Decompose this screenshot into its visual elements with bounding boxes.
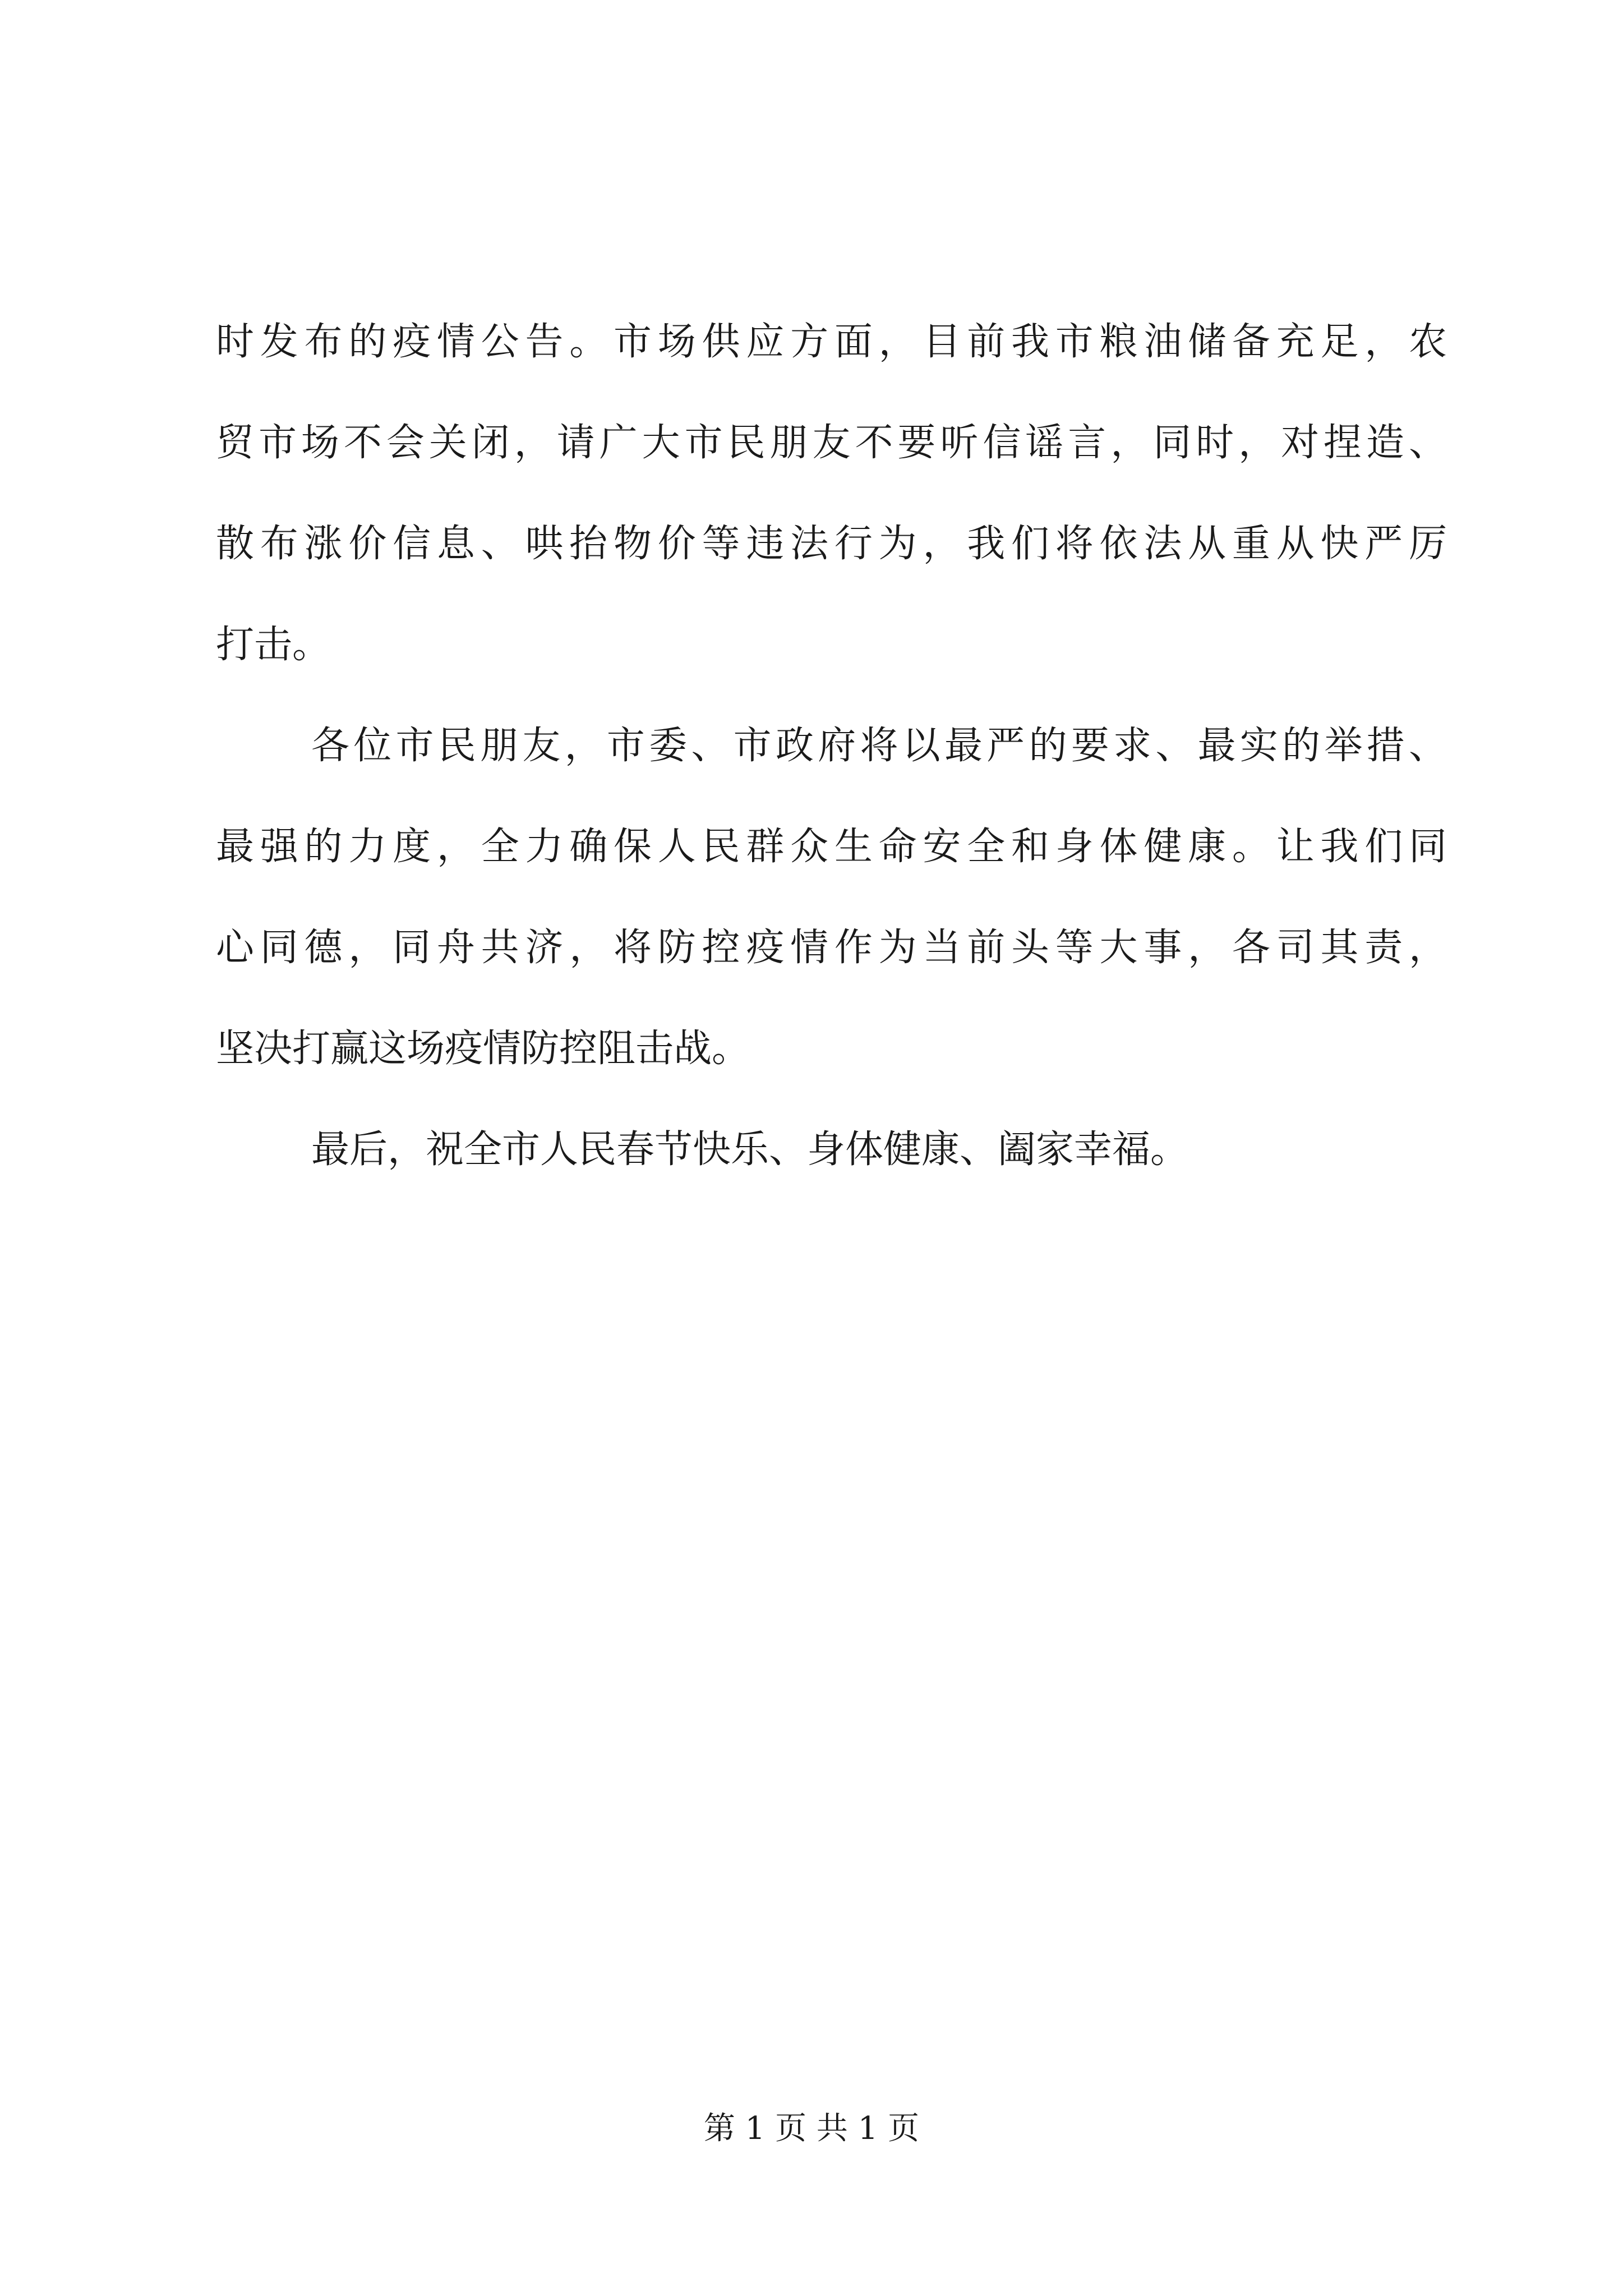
page-footer: 第 1 页 共 1 页 bbox=[703, 2110, 920, 2147]
text-line: 时发布的疫情公告。市场供应方面，目前我市粮油储备充足，农 bbox=[216, 320, 1447, 364]
text-line: 坚决打赢这场疫情防控阻击战。 bbox=[216, 1027, 750, 1071]
document-body bbox=[216, 292, 1447, 1200]
text-line: 贸市场不会关闭，请广大市民朋友不要听信谣言，同时，对捏造、 bbox=[216, 421, 1447, 465]
paragraph-start-line: 最后，祝全市人民春节快乐、身体健康、阖家幸福。 bbox=[311, 1128, 1189, 1172]
text-line: 散布涨价信息、哄抬物价等违法行为，我们将依法从重从快严厉 bbox=[216, 522, 1447, 566]
text-line: 打击。 bbox=[216, 623, 331, 667]
paragraph-start-line: 各位市民朋友，市委、市政府将以最严的要求、最实的举措、 bbox=[311, 724, 1447, 768]
text-line: 最强的力度，全力确保人民群众生命安全和身体健康。让我们同 bbox=[216, 825, 1447, 869]
text-line: 心同德，同舟共济，将防控疫情作为当前头等大事，各司其责， bbox=[216, 926, 1447, 970]
